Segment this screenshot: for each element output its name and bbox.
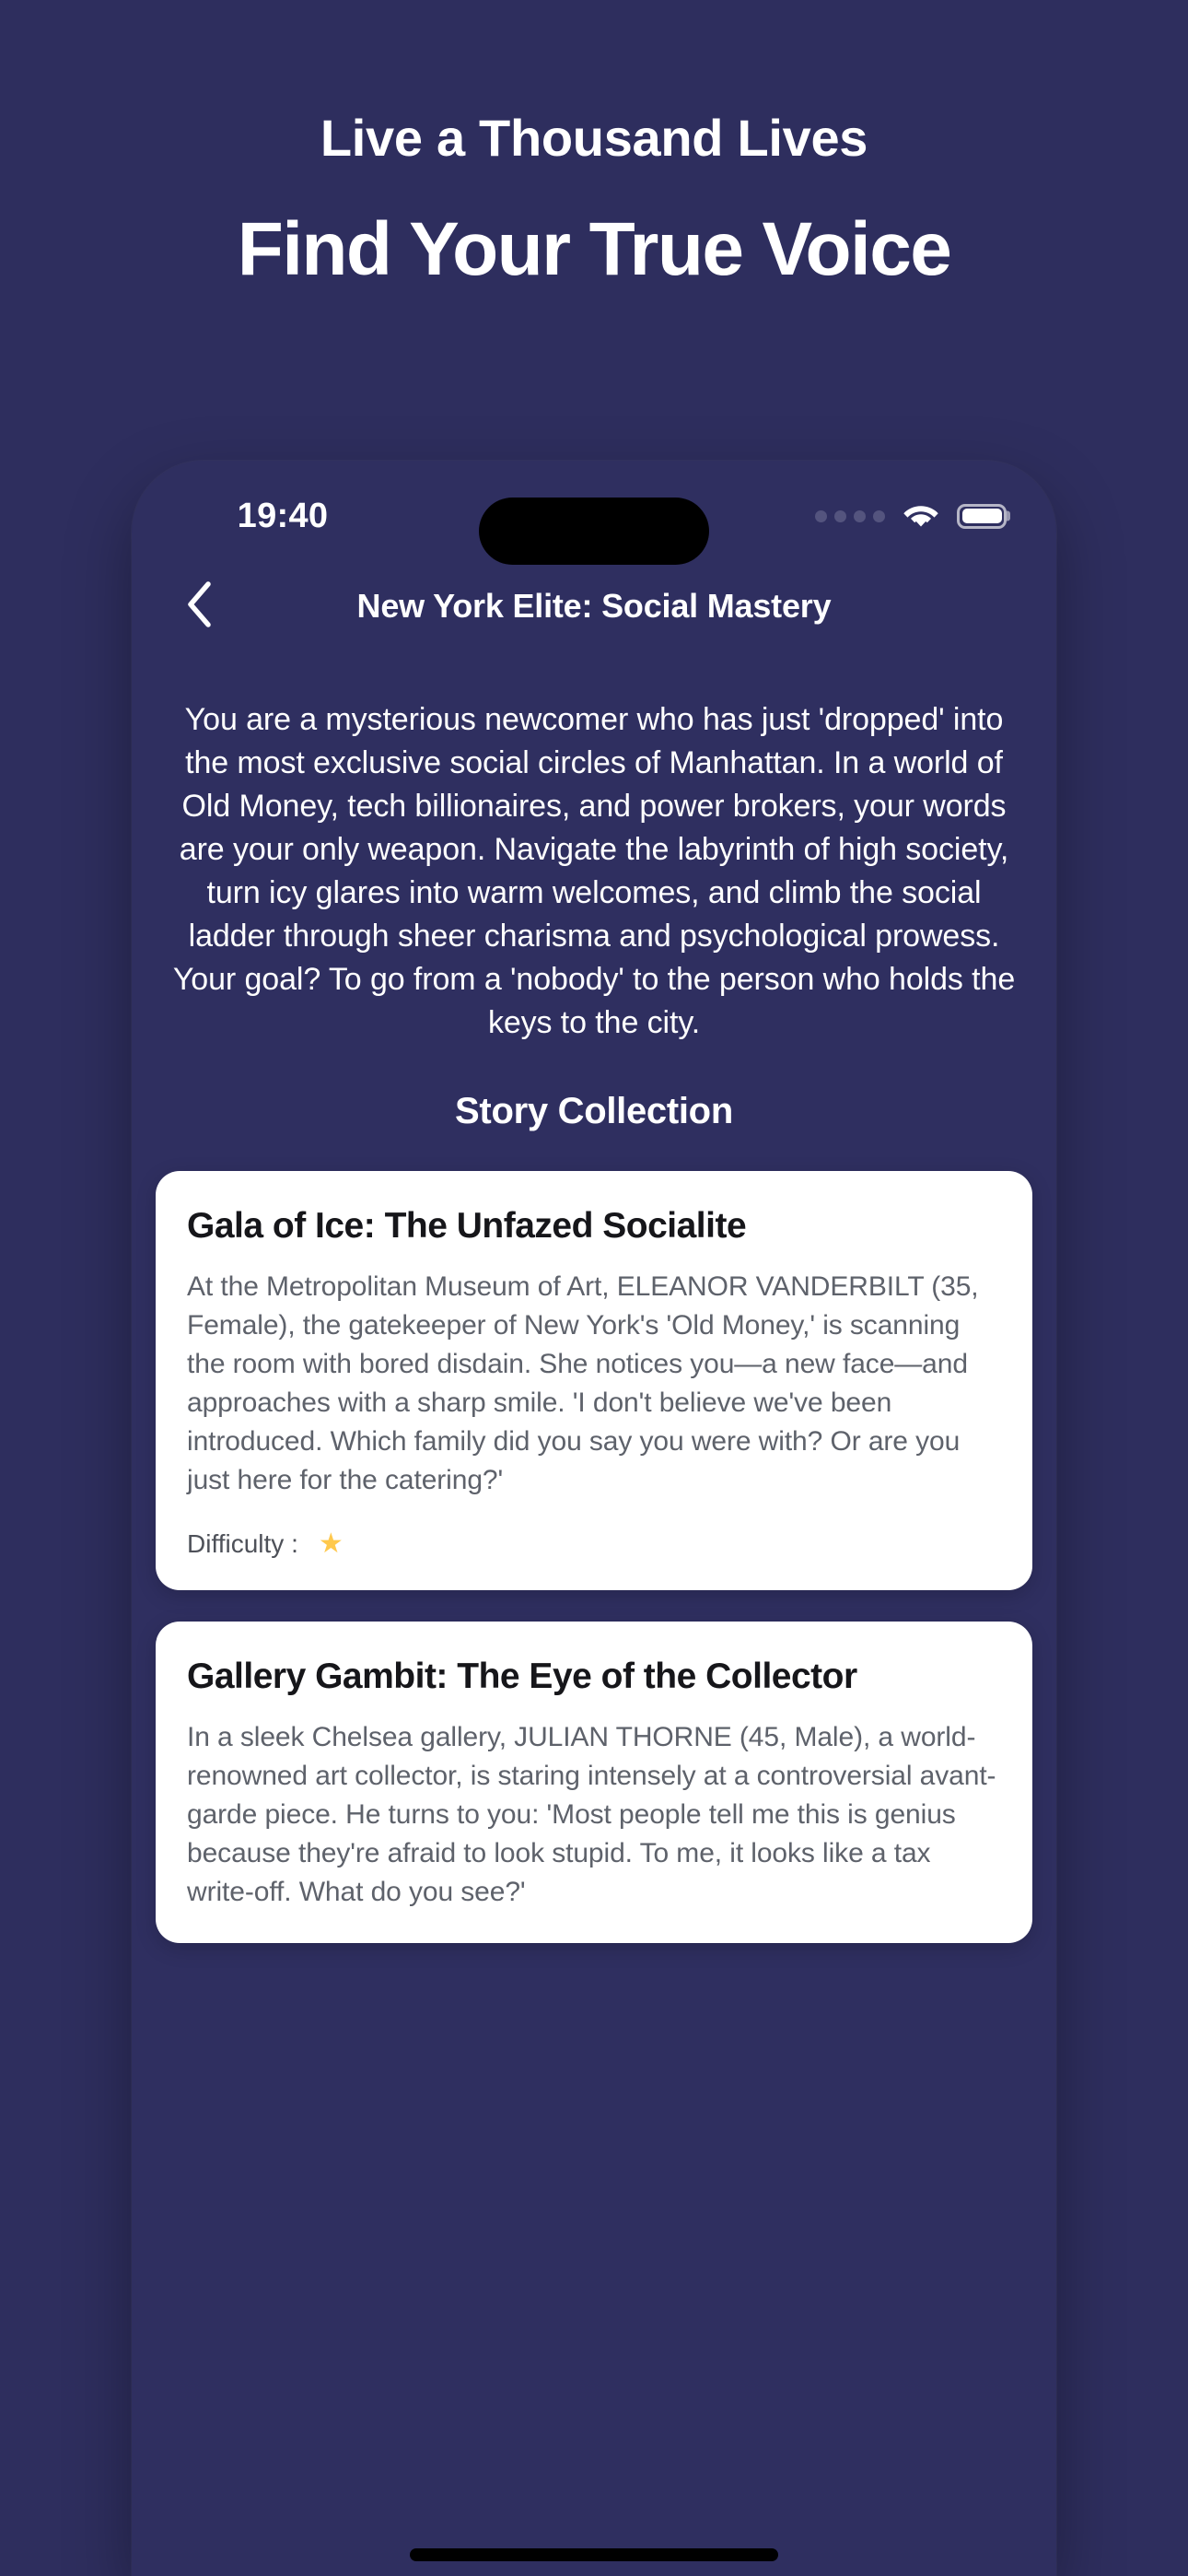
- story-card-title: Gala of Ice: The Unfazed Socialite: [187, 1206, 747, 1246]
- story-card-title: Gallery Gambit: The Eye of the Collector: [187, 1657, 857, 1696]
- wifi-icon: [903, 502, 939, 530]
- difficulty-stars: [319, 1530, 344, 1558]
- difficulty-label: Difficulty :: [187, 1529, 298, 1558]
- battery-full-icon: [957, 504, 1007, 529]
- phone-mockup: [132, 461, 1056, 2576]
- page-title: New York Elite: Social Mastery: [356, 587, 832, 625]
- difficulty-row: [187, 1529, 1001, 1559]
- phone-screen: [132, 461, 1056, 2576]
- home-indicator[interactable]: [410, 2548, 778, 2561]
- story-card-body: At the Metropolitan Museum of Art, ELEANOR VANDERBILT (35, Female), the gatekeeper of New York's 'Old Money,' is scanning the room with bored disdain. She notices you—a new face—and approaches with a sharp smile. 'I don't believe we've been introduced. Which family did you say you were with? Or are you just here for the catering?': [187, 1271, 979, 1495]
- section-title-story-collection: Story Collection: [455, 1091, 733, 1131]
- promo-headline-block: [0, 0, 1188, 294]
- nav-bar: [132, 562, 1056, 650]
- story-card[interactable]: [156, 1622, 1032, 1943]
- story-intro-text: You are a mysterious newcomer who has just 'dropped' into the most exclusive social circles of Manhattan. In a world of Old Money, tech billionaires, and power brokers, your words are your only weapon. Navigate the labyrinth of high society, turn icy glares into warm welcomes, and climb the social ladder through sheer charisma and psychological prowess. Your goal? To go from a 'nobody' to the person who holds the keys to the city.: [172, 702, 1016, 1040]
- story-collection-list: [132, 1132, 1056, 1943]
- status-bar: [132, 461, 1056, 562]
- story-card[interactable]: [156, 1171, 1032, 1590]
- back-button[interactable]: [172, 580, 226, 633]
- dynamic-island: [479, 498, 709, 565]
- promo-subheadline: Live a Thousand Lives: [320, 109, 868, 167]
- star-icon: ★: [318, 1528, 344, 1559]
- status-bar-icons: [815, 502, 1007, 530]
- signal-dots-icon: [815, 510, 885, 522]
- status-bar-time: 19:40: [237, 496, 329, 535]
- story-card-body: In a sleek Chelsea gallery, JULIAN THORNE (45, Male), a world-renowned art collector, is staring intensely at a controversial avant-garde piece. He turns to you: 'Most people tell me this is genius because they're afraid to look stupid. To me, it looks like a tax write-off. What do you see?': [187, 1722, 996, 1907]
- chevron-left-icon: [186, 581, 212, 632]
- promo-headline: Find Your True Voice: [237, 207, 951, 292]
